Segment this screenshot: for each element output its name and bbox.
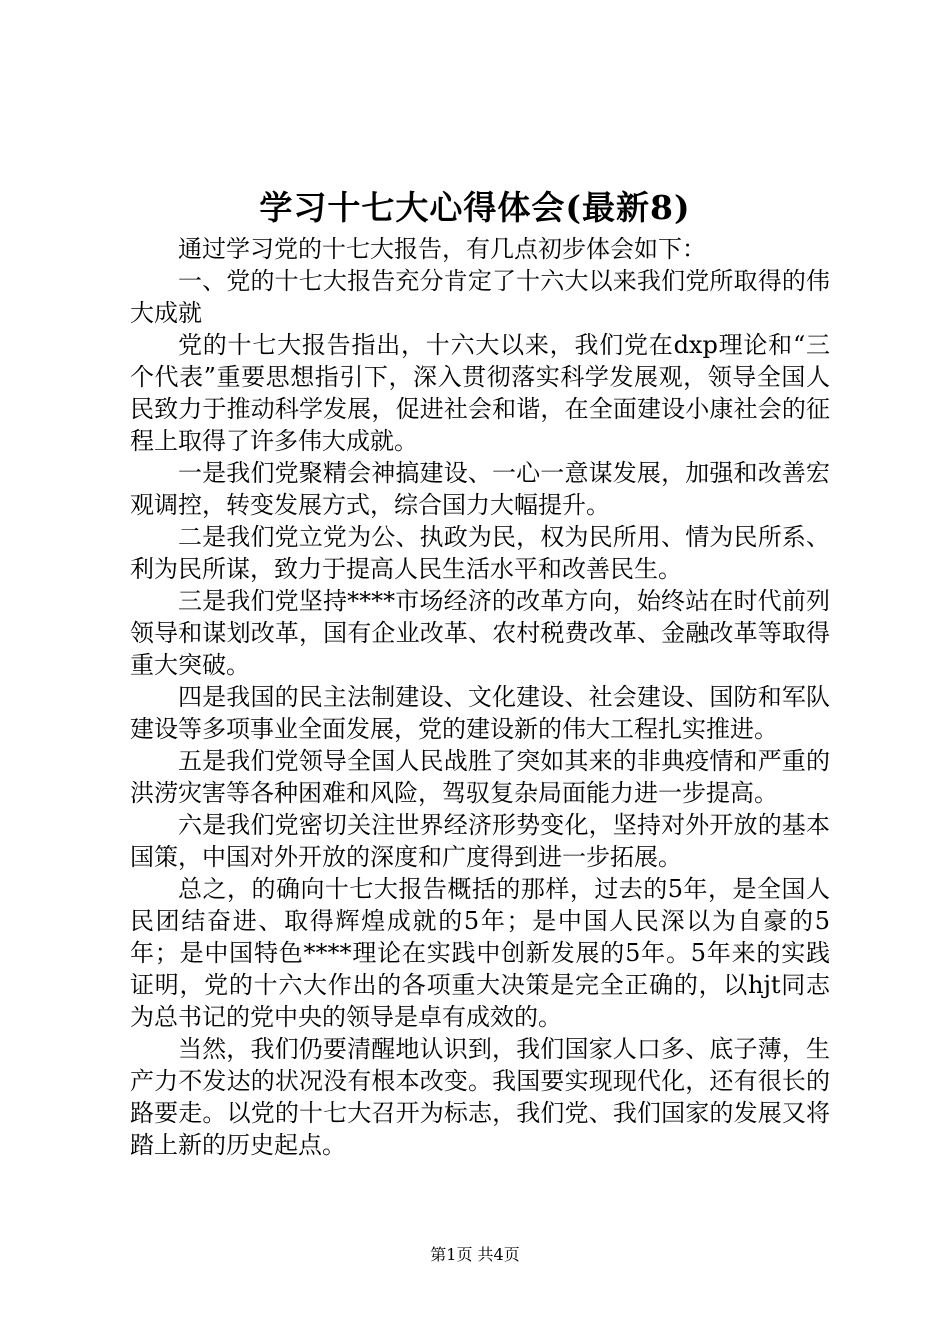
paragraph: 二是我们党立党为公、执政为民，权为民所用、情为民所系、利为民所谋，致力于提高人民生活水平和改善民生。 [130,523,830,583]
paragraph: 五是我们党领导全国人民战胜了突如其来的非典疫情和严重的洪涝灾害等各种困难和风险，驾驭复杂局面能力进一步提高。 [130,747,830,807]
paragraph: 一是我们党聚精会神搞建设、一心一意谋发展，加强和改善宏观调控，转变发展方式，综合国力大幅提升。 [130,459,830,519]
page-footer: 第1页 共4页 [430,1245,520,1264]
paragraph: 总之，的确向十七大报告概括的那样，过去的5年，是全国人民团结奋进、取得辉煌成就的5年；是中国人民深以为自豪的5年；是中国特色****理论在实践中创新发展的5年。5年来的实践证明，党的十六大作出的各项重大决策是完全正确的，以hjt同志为总书记的党中央的领导是卓有成效的。 [130,875,830,1031]
paragraph: 通过学习党的十七大报告，有几点初步体会如下： [178,235,706,263]
paragraph: 四是我国的民主法制建设、文化建设、社会建设、国防和军队建设等多项事业全面发展，党的建设新的伟大工程扎实推进。 [130,683,830,743]
paragraph: 当然，我们仍要清醒地认识到，我们国家人口多、底子薄，生产力不发达的状况没有根本改变。我国要实现现代化，还有很长的路要走。以党的十七大召开为标志，我们党、我们国家的发展又将踏上新的历史起点。 [130,1035,830,1159]
paragraph: 三是我们党坚持****市场经济的改革方向，始终站在时代前列领导和谋划改革，国有企业改革、农村税费改革、金融改革等取得重大突破。 [130,587,830,679]
document-body [130,233,830,1161]
paragraph: 六是我们党密切关注世界经济形势变化，坚持对外开放的基本国策，中国对外开放的深度和广度得到进一步拓展。 [130,811,830,871]
paragraph: 一、党的十七大报告充分肯定了十六大以来我们党所取得的伟大成就 [130,267,830,327]
document-title: 学习十七大心得体会(最新8) [259,188,691,227]
paragraph: 党的十七大报告指出，十六大以来，我们党在dxp理论和“三个代表”重要思想指引下，深入贯彻落实科学发展观，领导全国人民致力于推动科学发展，促进社会和谐，在全面建设小康社会的征程上取得了许多伟大成就。 [130,331,830,455]
